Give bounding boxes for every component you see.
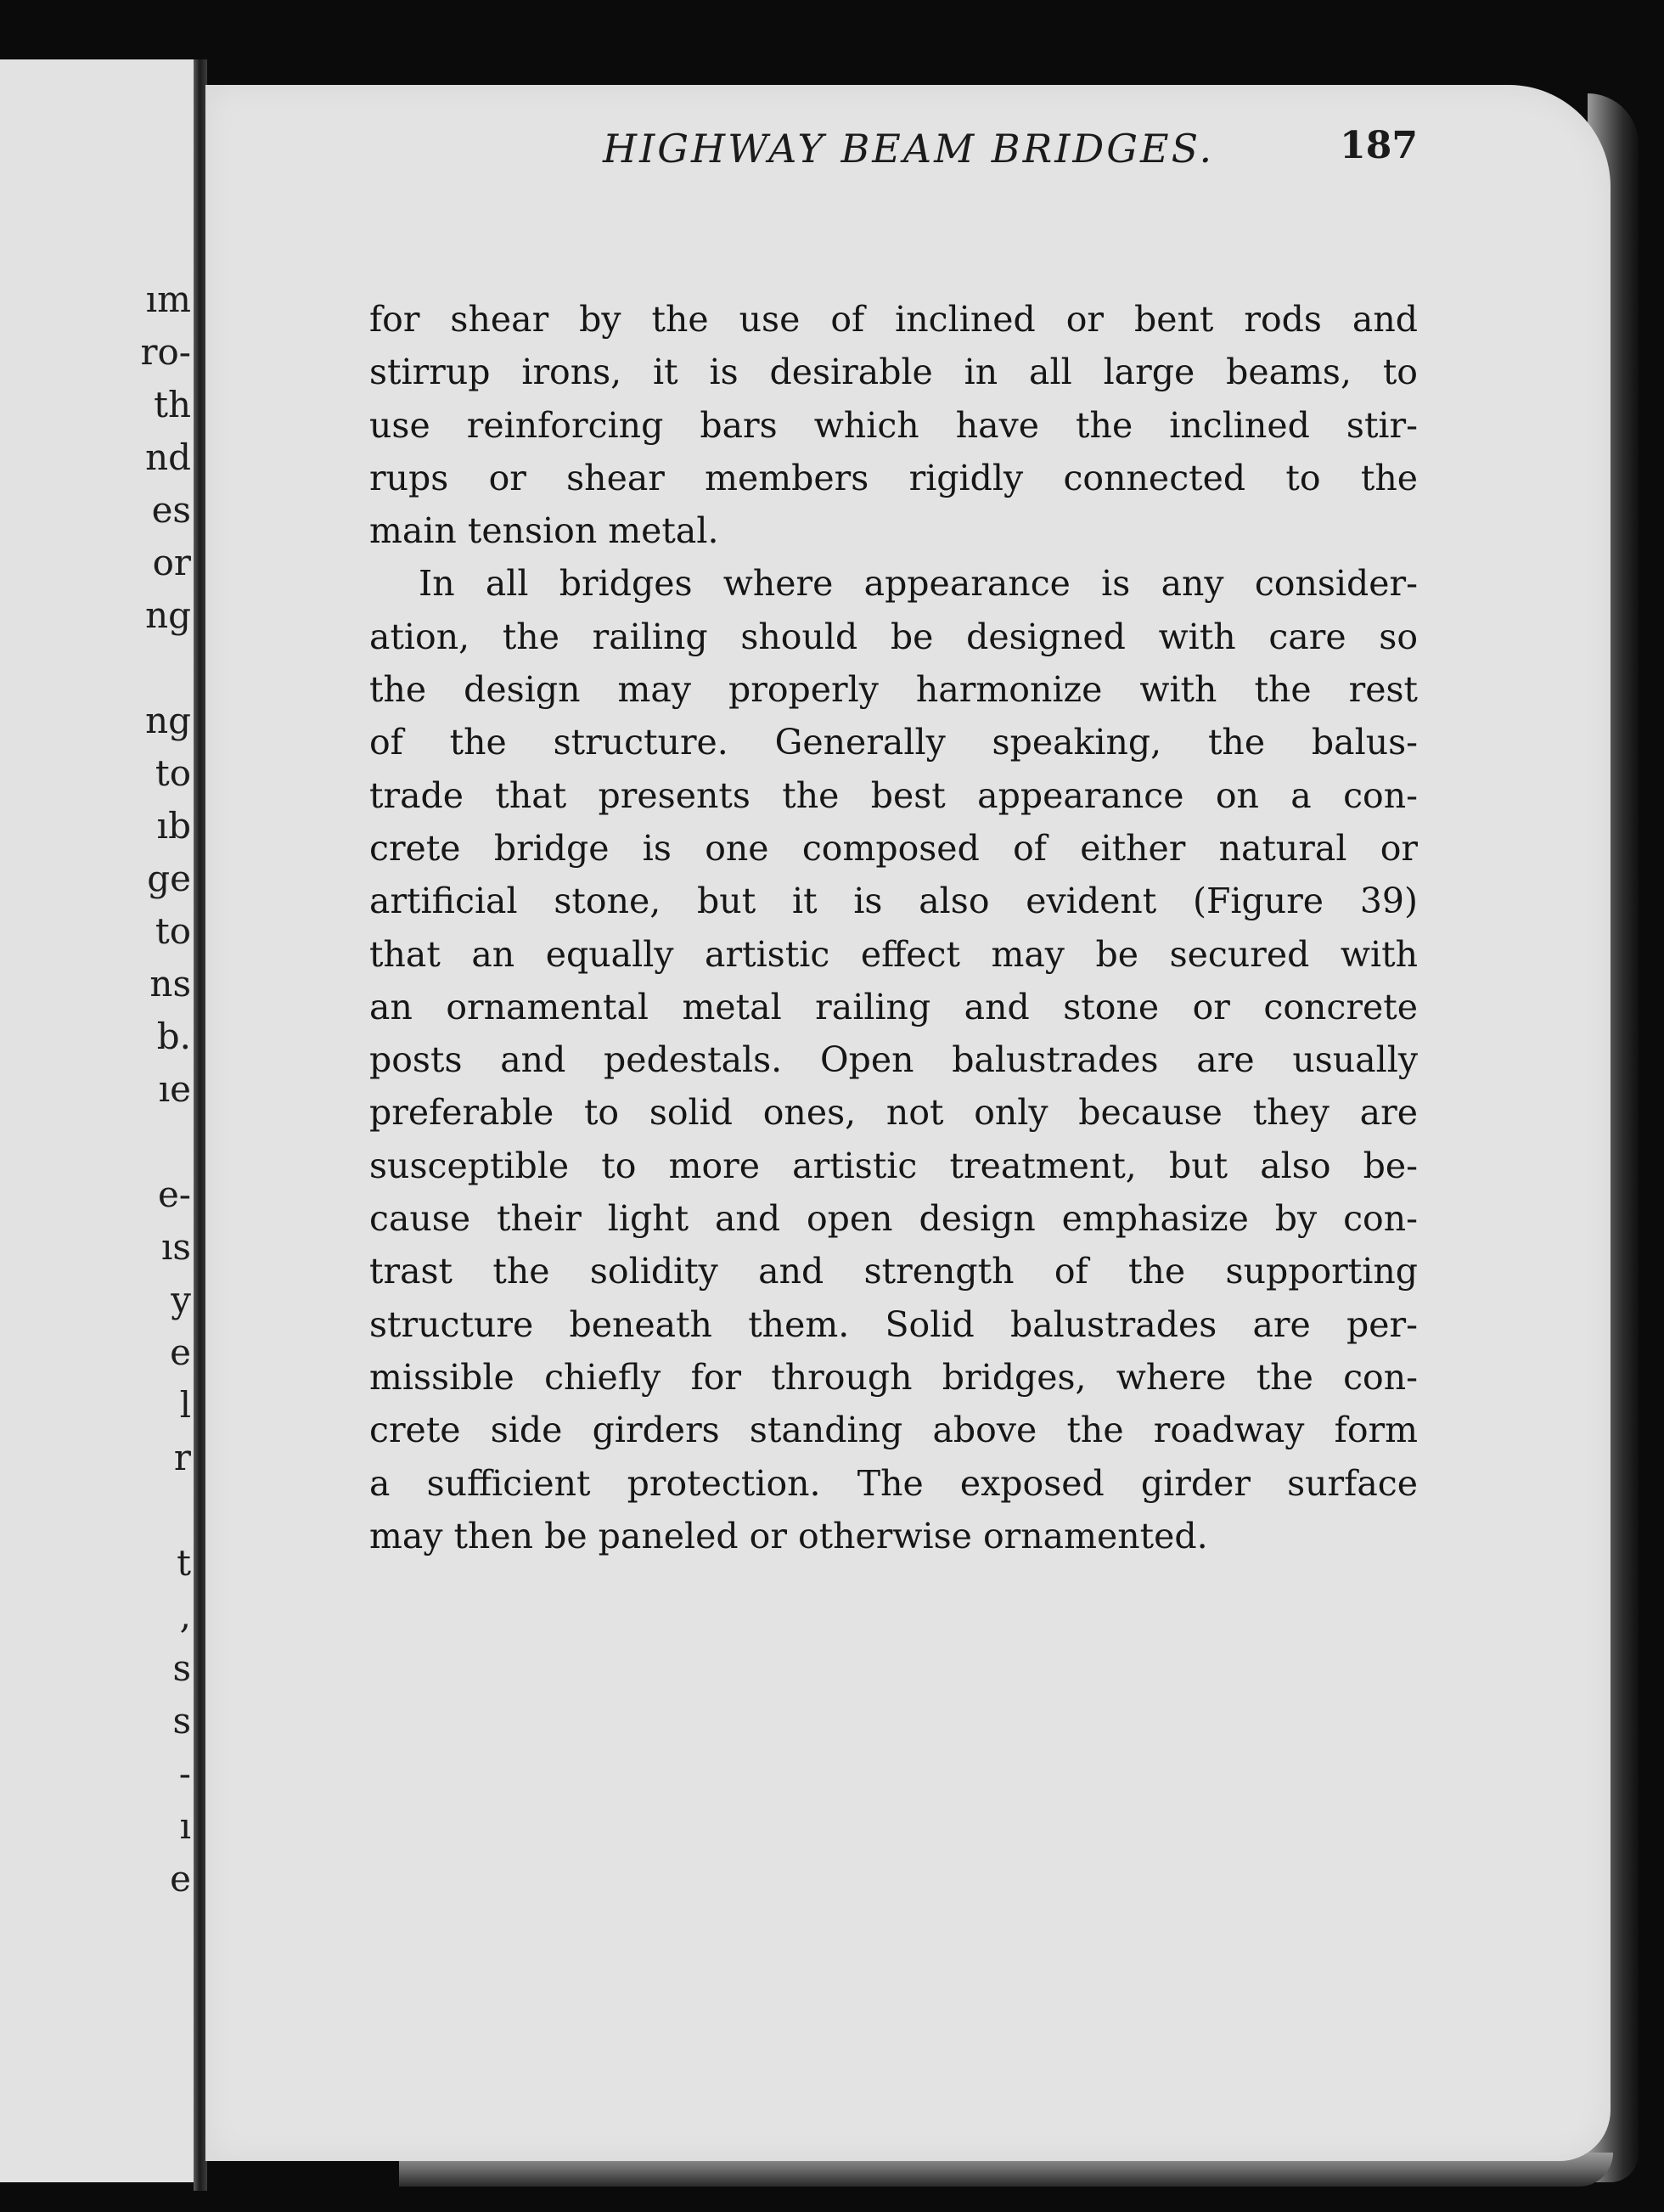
text-line: crete side girders standing above the roadway form — [369, 1410, 1418, 1451]
left-page-fragment: ng — [145, 700, 191, 741]
text-line: for shear by the use of inclined or bent rods and — [369, 299, 1418, 340]
left-page-fragment: ns — [149, 963, 191, 1005]
text-line: the design may properly harmonize with the rest — [369, 669, 1418, 711]
left-page-fragment: , — [179, 1595, 191, 1636]
text-line: susceptible to more artistic treatment, but also be- — [369, 1145, 1418, 1186]
text-line: may then be paneled or otherwise ornamented. — [369, 1515, 1208, 1556]
left-page-fragment: to — [155, 910, 191, 952]
left-page-fragment: th — [154, 384, 191, 425]
text-line: posts and pedestals. Open balustrades are usually — [369, 1039, 1418, 1081]
text-line: rups or shear members rigidly connected to the — [369, 457, 1418, 498]
page-number: 187 — [1340, 124, 1418, 167]
left-page-fragment: or — [152, 542, 191, 583]
left-page-fragment: l — [179, 1384, 191, 1426]
left-page-fragment: e — [170, 1331, 191, 1373]
left-page-fragment: ro- — [140, 331, 191, 373]
text-line: an ornamental metal railing and stone or concrete — [369, 986, 1418, 1027]
left-facing-page — [0, 59, 197, 2182]
text-line: missible chiefly for through bridges, where the con- — [369, 1356, 1418, 1398]
text-line: cause their light and open design emphasize by con- — [369, 1198, 1418, 1240]
left-page-fragment: s — [172, 1700, 191, 1742]
left-page-fragment: ıe — [158, 1068, 191, 1110]
left-page-fragment: e- — [157, 1174, 191, 1215]
left-page-fragment: ıs — [161, 1226, 191, 1268]
text-line: a sufficient protection. The exposed girder surface — [369, 1462, 1418, 1504]
text-line: crete bridge is one composed of either natural or — [369, 827, 1418, 869]
body-text — [369, 293, 1418, 1562]
left-page-fragment: ıb — [156, 805, 191, 847]
left-page-fragment: es — [151, 489, 191, 531]
left-page-fragment: e — [170, 1858, 191, 1900]
left-page-fragment: - — [178, 1753, 191, 1794]
left-page-fragment: ge — [147, 858, 191, 899]
left-page-fragment: nd — [145, 436, 191, 478]
text-line: trast the solidity and strength of the supporting — [369, 1251, 1418, 1292]
text-line: stirrup irons, it is desirable in all large beams, to — [369, 352, 1418, 393]
left-page-fragment: to — [155, 752, 191, 794]
text-line: structure beneath them. Solid balustrades are per- — [369, 1303, 1418, 1345]
left-page-fragment: t — [177, 1542, 191, 1584]
text-line: trade that presents the best appearance on a con- — [369, 774, 1418, 816]
left-page-fragment: ı — [179, 1805, 191, 1847]
left-page-fragment: r — [173, 1437, 191, 1478]
text-line: that an equally artistic effect may be secured with — [369, 933, 1418, 975]
text-line: ation, the railing should be designed with care so — [369, 616, 1418, 657]
text-line: artificial stone, but it is also evident (Figure 39) — [369, 881, 1418, 922]
running-title: HIGHWAY BEAM BRIDGES. — [603, 126, 1215, 172]
left-page-fragment: s — [172, 1647, 191, 1689]
left-page-fragment: b. — [156, 1016, 191, 1057]
left-page-fragment: ım — [145, 279, 191, 320]
left-page-fragment: y — [171, 1279, 191, 1320]
text-line: preferable to solid ones, not only because they are — [369, 1092, 1418, 1134]
text-line: use reinforcing bars which have the inclined stir- — [369, 404, 1418, 446]
text-line: main tension metal. — [369, 510, 719, 552]
text-line: of the structure. Generally speaking, the balus- — [369, 722, 1418, 763]
left-page-fragment: ng — [145, 594, 191, 636]
text-line: In all bridges where appearance is any consider- — [419, 563, 1418, 605]
